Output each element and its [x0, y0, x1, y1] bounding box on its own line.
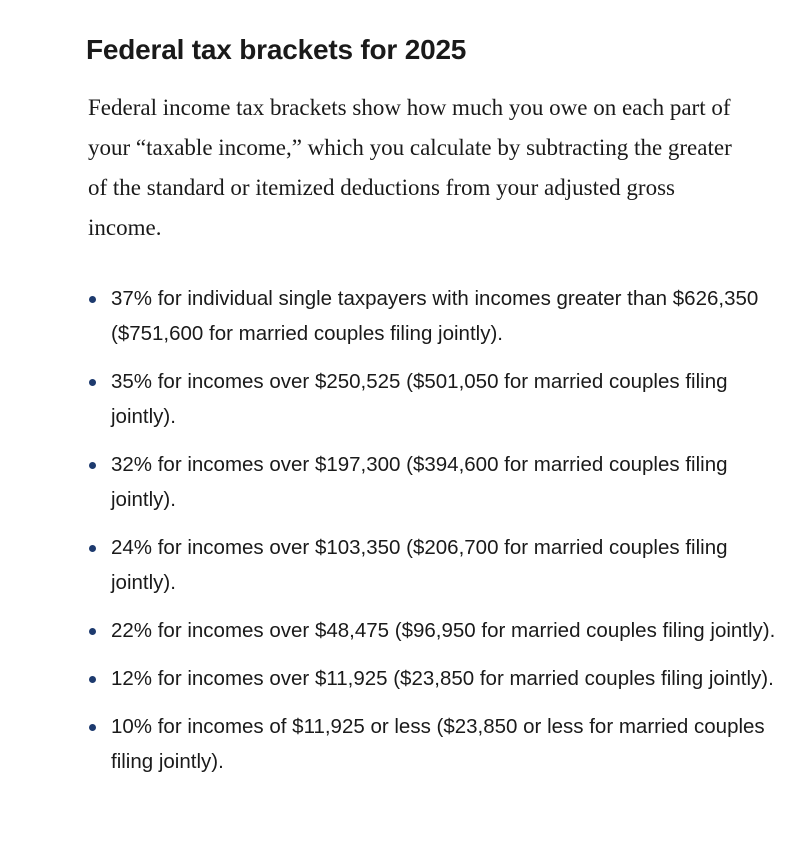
- tax-bracket-item: [86, 613, 776, 648]
- tax-bracket-item: [86, 661, 776, 696]
- tax-bracket-item: [86, 447, 776, 517]
- bullet-icon: [89, 379, 96, 386]
- tax-bracket-list: [86, 281, 786, 779]
- section-title: Federal tax brackets for 2025: [86, 34, 467, 65]
- bullet-icon: [89, 676, 96, 683]
- tax-bracket-text: 37% for individual single taxpayers with incomes greater than $626,350 ($751,600 for married couples filing jointly).: [111, 287, 759, 345]
- bullet-icon: [89, 628, 96, 635]
- tax-bracket-item: [86, 709, 776, 779]
- tax-bracket-item: [86, 364, 776, 434]
- tax-bracket-text: 12% for incomes over $11,925 ($23,850 for married couples filing jointly).: [111, 667, 774, 690]
- tax-bracket-item: [86, 530, 776, 600]
- article: [86, 0, 786, 792]
- bullet-icon: [89, 545, 96, 552]
- bullet-icon: [89, 724, 96, 731]
- bullet-icon: [89, 462, 96, 469]
- tax-bracket-text: 35% for incomes over $250,525 ($501,050 for married couples filing jointly).: [111, 370, 728, 428]
- tax-bracket-text: 22% for incomes over $48,475 ($96,950 for married couples filing jointly).: [111, 619, 776, 642]
- bullet-icon: [89, 296, 96, 303]
- tax-bracket-text: 24% for incomes over $103,350 ($206,700 for married couples filing jointly).: [111, 536, 728, 594]
- intro-paragraph: Federal income tax brackets show how much you owe on each part of your “taxable income,” which you calculate by subtracting the greater of the standard or itemized deductions from your adjusted gross income.: [88, 95, 732, 240]
- tax-bracket-item: [86, 281, 776, 351]
- tax-bracket-text: 10% for incomes of $11,925 or less ($23,850 or less for married couples filing jointly).: [111, 715, 765, 773]
- tax-bracket-text: 32% for incomes over $197,300 ($394,600 for married couples filing jointly).: [111, 453, 728, 511]
